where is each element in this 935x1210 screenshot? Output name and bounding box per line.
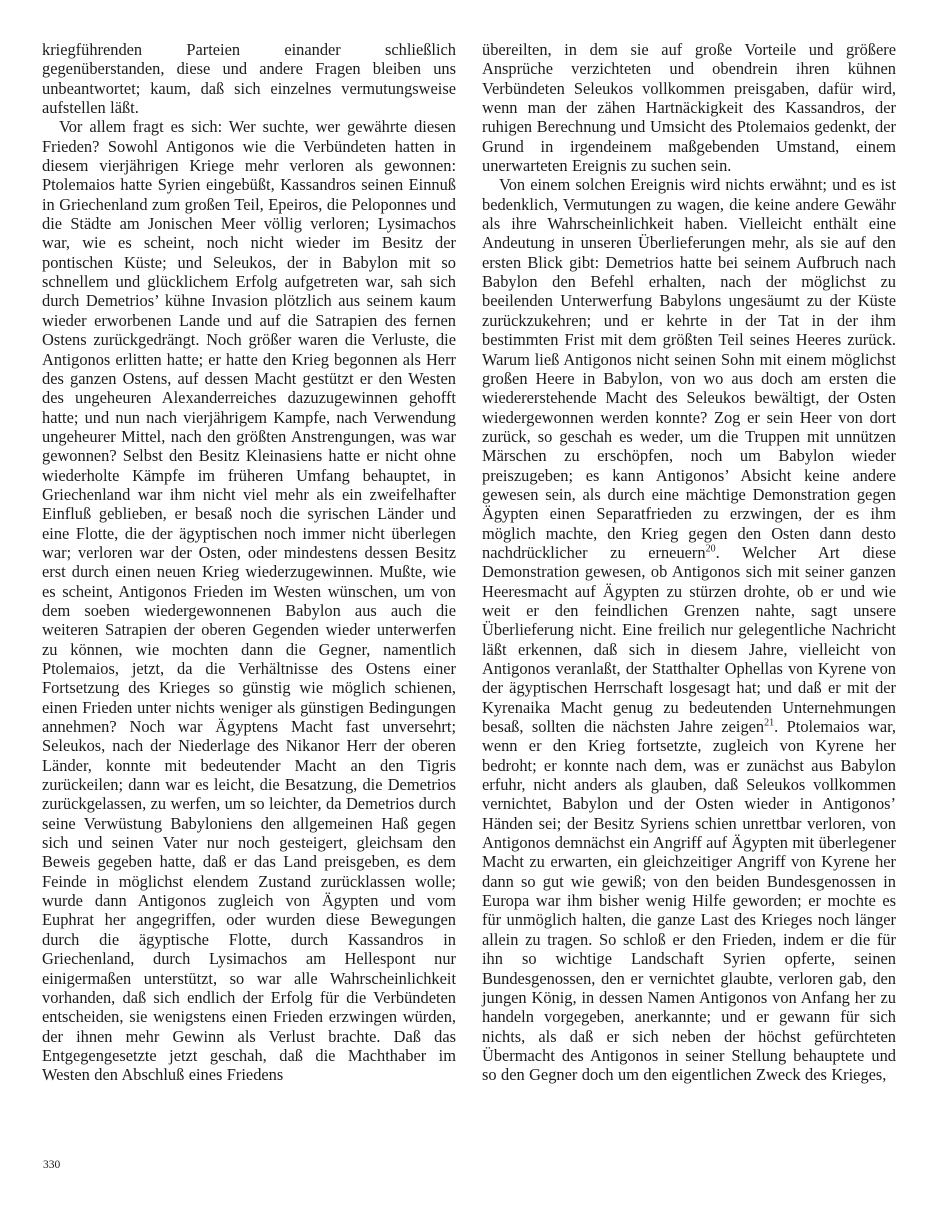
paragraph-text: . Ptolemaios war, wenn er den Krieg fortsetzte, zugleich von Kyrene her bedroht; er konnte nach dem, was er zunächst aus Babylon erfuhr, nicht anders als glauben, daß Seleukos vollkommen vernichtet, Babylon und der Osten wieder in Antigonos’ Händen sei; der Besitz Syriens schien unrettbar verloren, von Antigonos demnächst ein Angriff auf Ägypten mit überlegener Macht zu erwarten, ein gleichzeitiger Angriff von Kyrene her dann so gut wie gewiß; von den beiden Bundesgenossen in Europa war ihm bisher wenig Hilfe geworden; er mochte es für unmöglich halten, die ganze Last des Krieges noch länger allein zu tragen. So schloß er den Frieden, indem er die für ihn so wichtige Landschaft Syrien opferte, seinen Bundesgenossen, den er vernichtet glaubte, verloren gab, den jungen König, in dessen Namen Antigonos von Anfang her zu handeln vorgegeben, anerkannte; und er gewann für sich nichts, als daß er sich neben der höchst gefürchteten Übermacht des Antigonos in seiner Stellung behauptete und so den Gegner doch um den eigentlichen Zweck des Krieges, (482, 717, 896, 1085)
paragraph (482, 175, 896, 1084)
page-number: 330 (43, 1159, 61, 1171)
paragraph-continuation (42, 40, 456, 117)
paragraph-text: übereilten, in dem sie auf große Vorteile und größere Ansprüche verzichteten und obendrein ihren kühnen Verbündeten Seleukos vollkommen preisgaben, dafür wird, wenn man der zähen Hartnäckigkeit des Kassandros, der ruhigen Berechnung und Umsicht des Ptolemaios gedenkt, der Grund in irgendeinem maßgebenden Umstand, einem unerwarteten Ereignis zu suchen sein. (482, 40, 896, 176)
paragraph-text: Von einem solchen Ereignis wird nichts erwähnt; und es ist bedenklich, Vermutungen zu wagen, die keine andere Gewähr als ihre Wahrscheinlichkeit haben. Vielleicht enthält eine Andeutung in unseren Überlieferungen mehr, als sie auf den ersten Blick gibt: Demetrios hatte bei seinem Aufbruch nach Babylon den Befehl erhalten, nach der möglichst zu beeilenden Unterwerfung Babylons ungesäumt zu der Küste zurückzukehren; und er kehrte in der Tat in der ihm bestimmten Frist mit dem größten Teil seines Heeres zurück. Warum ließ Antigonos nicht seinen Sohn mit einem möglichst großen Heere in Babylon, von wo aus doch am ersten die wiedererstehende Macht des Seleukos bewältigt, der Osten wiedergewonnen werden konnte? Zog er sein Heer von dort zurück, so geschah es weder, um die Truppen mit unnützen Märschen zu erschöpfen, noch um Babylon wieder preiszugeben; es kann Antigonos’ Absicht keine andere gewesen sein, als durch eine mächtige Demonstration gegen Ägypten einen Separatfrieden zu erzwingen, der es ihm möglich machte, den Krieg gegen den Osten dann desto nachdrücklicher zu erneuern (482, 175, 896, 562)
paragraph-text: . Welcher Art diese Demonstration gewesen, ob Antigonos sich mit seiner ganzen Heeresmacht auf Ägypten zu stürzen drohte, ob er und wie weit er den feindlichen Grenzen nahte, sagt unsere Überlieferung nicht. Eine freilich nur gelegentliche Nachricht läßt erkennen, daß sich in diesem Jahre, vielleicht von Antigonos veranlaßt, der Statthalter Ophellas von Kyrene von der ägyptischen Herrschaft losgesagt hat; und daß er mit der Kyrenaika Macht genug zu bedeutenden Unternehmungen besaß, sollten die nächsten Jahre zeigen (482, 542, 896, 737)
paragraph-text: kriegführenden Parteien einander schließlich gegenüberstanden, diese und andere Fragen bleiben uns unbeantwortet; kaum, daß sich einzelnes vermutungsweise aufstellen läßt. (42, 40, 456, 118)
right-column (482, 40, 896, 1085)
left-column (42, 40, 456, 1085)
text-columns (42, 40, 898, 1085)
paragraph-continuation (482, 40, 896, 175)
paragraph (42, 117, 456, 1084)
footnote-ref-21: 21 (764, 717, 775, 729)
footnote-ref-20: 20 (705, 543, 716, 555)
paragraph-text: Vor allem fragt es sich: Wer suchte, wer gewährte diesen Frieden? Sowohl Antigonos wie die Verbündeten hatten in diesem vierjährigen Kriege mehr verloren als gewonnen: Ptolemaios hatte Syrien eingebüßt, Kassandros seinen Einnuß in Griechenland zum großen Teil, Epeiros, die Peloponnes und die Städte am Jonischen Meer völlig verloren; Lysimachos war, wie es scheint, noch nicht wieder im Besitz der pontischen Küste; und Seleukos, der in Babylon mit so schnellem und glücklichem Erfolg aufgetreten war, sah sich durch Demetrios’ kühne Invasion plötzlich aus seinem kaum wieder erworbenen Lande und auf die Satrapien des fernen Ostens zurückgedrängt. Noch größer waren die Verluste, die Antigonos erlitten hatte; er hatte den Krieg begonnen als Herr des ganzen Ostens, auf dessen Macht gestützt er den Westen des ungeheuren Alexanderreiches dazuzugewinnen gehofft hatte; und nun nach vierjährigem Kampfe, nach Verwendung ungeheurer Mittel, nach den größten Anstrengungen, was war gewonnen? Selbst den Besitz Kleinasiens hatte er nicht ohne wiederholte Kämpfe im früheren Umfang behauptet, in Griechenland war ihm nicht viel mehr als ein zweifelhafter Einfluß geblieben, er besaß noch die syrischen Länder und eine Flotte, die der ägyptischen noch immer nicht überlegen war; verloren war der Osten, oder mindestens dessen Besitz erst durch einen neuen Krieg wiederzugewinnen. Mußte, wie es scheint, Antigonos Frieden im Westen wünschen, um von dem soeben wiedergewonnenen Babylon aus auch die weiteren Satrapien der oberen Gegenden wieder unterwerfen zu können, wie mochten dann die Gegner, namentlich Ptolemaios, jetzt, da die Verhältnisse des Ostens einer Fortsetzung des Krieges so günstig wie möglich schienen, einen Frieden unter nichts weniger als günstigen Bedingungen annehmen? Noch war Ägyptens Macht fast unversehrt; Seleukos, nach der Niederlage des Nikanor Herr der oberen Länder, konnte mit bedeutender Macht an den Tigris zurückeilen; dann war es leicht, die Besatzung, die Demetrios zurückgelassen, zu werfen, um so leichter, da Demetrios durch seine Verwüstung Babyloniens den allgemeinen Haß gegen sich und seinen Vater nur noch gesteigert, gleichsam den Beweis gegeben hatte, daß er das Land preisgeben, es dem Feinde in möglichst elendem Zustand zurücklassen wolle; wurde dann Antigonos zugleich von Ägypten und vom Euphrat her angegriffen, oder wurden diese Bewegungen durch die ägyptische Flotte, durch Kassandros in Griechenland, durch Lysimachos am Hellespont nur einigermaßen unterstützt, so war alle Wahrscheinlichkeit vorhanden, daß sich endlich der Erfolg für die Verbündeten entscheiden, sie wenigstens einen Frieden erzwingen würden, der ihnen mehr Gewinn als Verlust brachte. Daß das Entgegengesetzte jetzt geschah, daß die Machthaber im Westen den Abschluß eines Friedens (42, 117, 456, 1085)
